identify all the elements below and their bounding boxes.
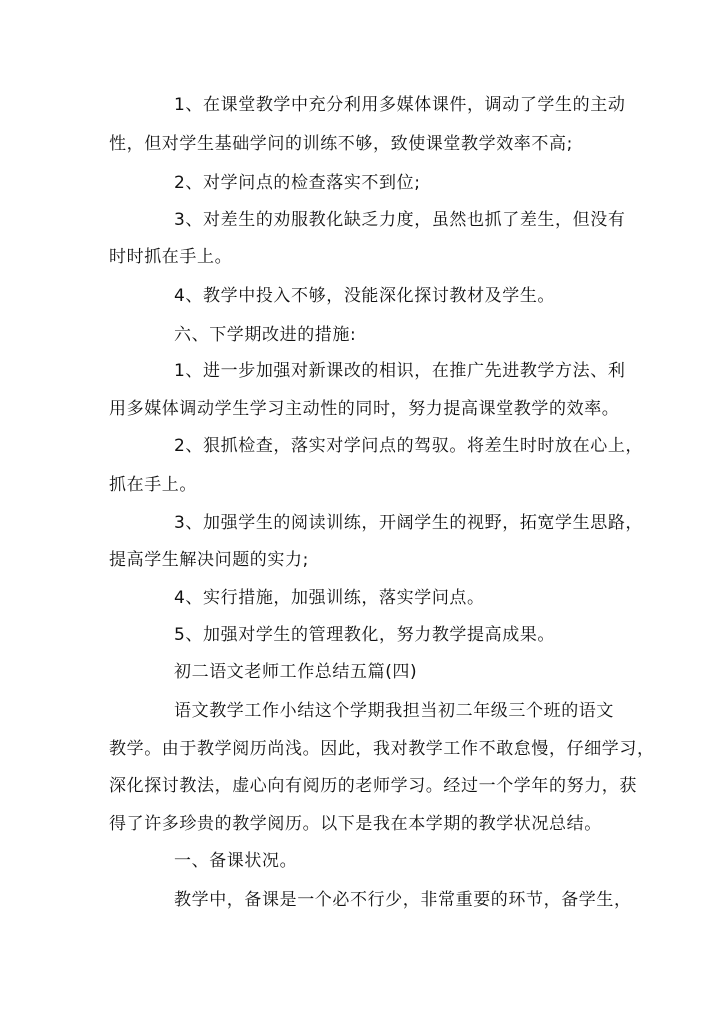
text-line: 抓在手上。 (109, 475, 197, 495)
text-line: 得了许多珍贵的教学阅历。以下是我在本学期的教学状况总结。 (109, 814, 602, 834)
section-heading: 一、备课状况。 (174, 851, 298, 871)
text-line: 时时抓在手上。 (109, 247, 233, 267)
document-title: 初二语文老师工作总结五篇(四) (174, 662, 418, 682)
text-line: 深化探讨教法，虚心向有阅历的老师学习。经过一个学年的努力，获 (109, 776, 637, 796)
text-line: 4、实行措施，加强训练，落实学问点。 (174, 588, 485, 608)
text-line: 5、加强对学生的管理教化，努力教学提高成果。 (174, 625, 556, 645)
text-line: 性，但对学生基础学问的训练不够，致使课堂教学效率不高; (109, 134, 573, 154)
text-line: 用多媒体调动学生学习主动性的同时，努力提高课堂教学的效率。 (109, 399, 620, 419)
text-line: 3、对差生的劝服教化缺乏力度，虽然也抓了差生，但没有 (174, 210, 626, 230)
section-heading: 六、下学期改进的措施: (174, 325, 357, 345)
text-line: 提高学生解决问题的实力; (109, 550, 309, 570)
text-line: 语文教学工作小结这个学期我担当初二年级三个班的语文 (174, 701, 614, 721)
text-line: 3、加强学生的阅读训练，开阔学生的视野，拓宽学生思路， (174, 513, 644, 533)
text-line: 教学。由于教学阅历尚浅。因此，我对教学工作不敢怠慢，仔细学习， (109, 739, 655, 759)
text-line: 1、在课堂教学中充分利用多媒体课件，调动了学生的主动 (174, 95, 626, 115)
text-line: 教学中，备课是一个必不行少，非常重要的环节，备学生， (174, 890, 632, 910)
text-line: 2、对学问点的检查落实不到位; (174, 173, 421, 193)
text-line: 2、狠抓检查，落实对学问点的驾驭。将差生时时放在心上， (174, 436, 644, 456)
text-line: 1、进一步加强对新课改的相识，在推广先进教学方法、利 (174, 361, 626, 381)
text-line: 4、教学中投入不够，没能深化探讨教材及学生。 (174, 286, 556, 306)
